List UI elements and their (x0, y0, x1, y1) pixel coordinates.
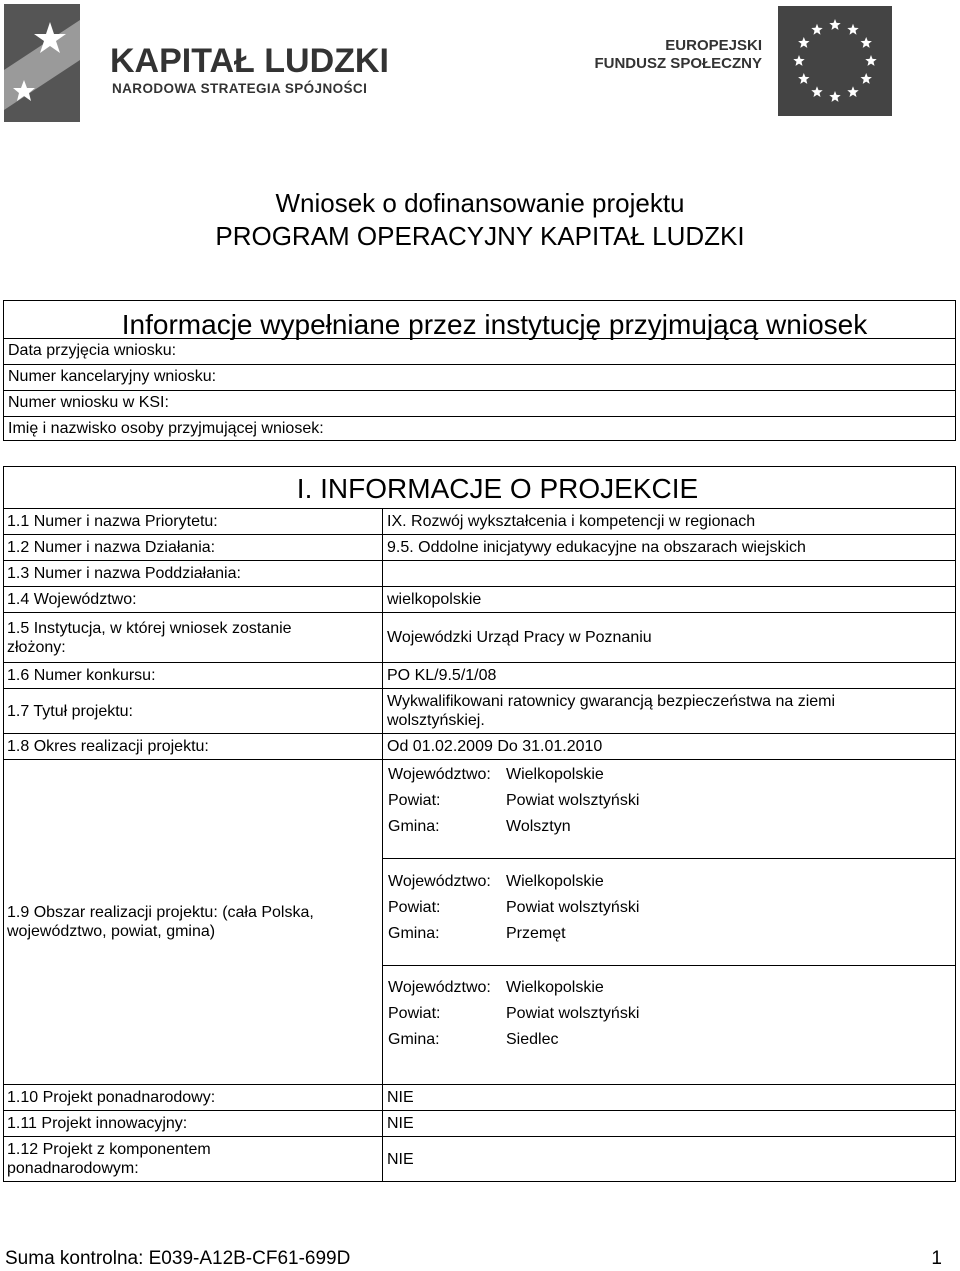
area-commune-key: Gmina: (388, 925, 440, 942)
innovative-label: 1.11 Projekt innowacyjny: (7, 1115, 188, 1132)
project-section-title: I. INFORMACJE O PROJEKCIE (296, 473, 699, 504)
kapital-ludzki-logo (4, 4, 389, 122)
area-county-value: Powiat wolsztyński (506, 1005, 640, 1022)
efs-line2-text: FUNDUSZ SPOŁECZNY (594, 55, 762, 72)
document-subtitle: PROGRAM OPERACYJNY KAPITAŁ LUDZKI (215, 221, 745, 251)
period-label: 1.8 Okres realizacji projektu: (7, 738, 209, 755)
submeasure-value (382, 561, 955, 586)
area-commune-key: Gmina: (388, 1031, 440, 1048)
voivodeship-label: 1.4 Województwo: (7, 591, 137, 608)
area-county-value: Powiat wolsztyński (506, 899, 640, 916)
transnational-component-value: NIE (387, 1150, 414, 1168)
institution-label: 1.5 Instytucja, w której wniosek zostanie złożony: (7, 619, 292, 656)
project-info-box (3, 466, 956, 1182)
area-group-divider (382, 965, 955, 966)
received-date-row: Data przyjęcia wniosku: (4, 338, 955, 364)
area-county-key: Powiat: (388, 792, 441, 809)
project-title-label: 1.7 Tytuł projektu: (7, 702, 133, 720)
header-logos (0, 0, 960, 130)
transnational-component-label: 1.12 Projekt z komponentem ponadnarodowym: (7, 1141, 211, 1177)
transnational-label: 1.10 Projekt ponadnarodowy: (7, 1089, 216, 1106)
priority-label: 1.1 Numer i nazwa Priorytetu: (7, 513, 218, 530)
competition-number-value: PO KL/9.5/1/08 (387, 667, 497, 684)
project-title-value: Wykwalifikowani ratownicy gwarancją bezpieczeństwa na ziemi wolsztyńskiej. (387, 693, 836, 729)
area-voivodeship-value: Wielkopolskie (506, 979, 604, 996)
logo-tagline-text: NARODOWA STRATEGIA SPÓJNOŚCI (112, 81, 368, 96)
area-voivodeship-key: Województwo: (388, 766, 491, 783)
area-county-value: Powiat wolsztyński (506, 792, 640, 809)
document-title: Wniosek o dofinansowanie projektu (275, 188, 685, 218)
measure-label: 1.2 Numer i nazwa Działania: (7, 539, 216, 556)
area-county-key: Powiat: (388, 899, 441, 916)
competition-number-label: 1.6 Numer konkursu: (7, 667, 156, 684)
voivodeship-value: wielkopolskie (387, 591, 482, 608)
ksi-number-row: Numer wniosku w KSI: (4, 390, 955, 416)
institution-box (3, 300, 956, 441)
area-commune-value: Wolsztyn (506, 818, 571, 835)
area-county-key: Powiat: (388, 1005, 441, 1022)
area-voivodeship-key: Województwo: (388, 979, 491, 996)
innovative-value: NIE (387, 1115, 414, 1132)
institution-value: Wojewódzki Urząd Pracy w Poznaniu (387, 629, 652, 646)
area-commune-value: Siedlec (506, 1031, 559, 1048)
receiver-name-row: Imię i nazwisko osoby przyjmującej wniosek: (4, 416, 955, 441)
logo-brand-text: KAPITAŁ LUDZKI (110, 42, 389, 80)
page-number: 1 (931, 1248, 942, 1269)
area-label: 1.9 Obszar realizacji projektu: (cała Polska, województwo, powiat, gmina) (7, 904, 314, 940)
area-commune-key: Gmina: (388, 818, 440, 835)
submeasure-label: 1.3 Numer i nazwa Poddziałania: (7, 565, 241, 582)
measure-value: 9.5. Oddolne inicjatywy edukacyjne na obszarach wiejskich (387, 539, 806, 556)
area-voivodeship-value: Wielkopolskie (506, 766, 604, 783)
efs-line1-text: EUROPEJSKI (665, 37, 762, 54)
area-group-divider (382, 858, 955, 859)
institution-box-title: Informacje wypełniane przez instytucję przyjmującą wniosek (121, 309, 868, 340)
priority-value: IX. Rozwój wykształcenia i kompetencji w regionach (387, 513, 756, 530)
efs-logo (594, 6, 892, 116)
period-value: Od 01.02.2009 Do 31.01.2010 (387, 738, 603, 755)
office-number-row: Numer kancelaryjny wniosku: (4, 364, 955, 390)
area-commune-value: Przemęt (506, 925, 566, 942)
checksum-text: Suma kontrolna: E039-A12B-CF61-699D (5, 1248, 351, 1269)
transnational-value: NIE (387, 1089, 414, 1106)
area-voivodeship-key: Województwo: (388, 873, 491, 890)
area-voivodeship-value: Wielkopolskie (506, 873, 604, 890)
